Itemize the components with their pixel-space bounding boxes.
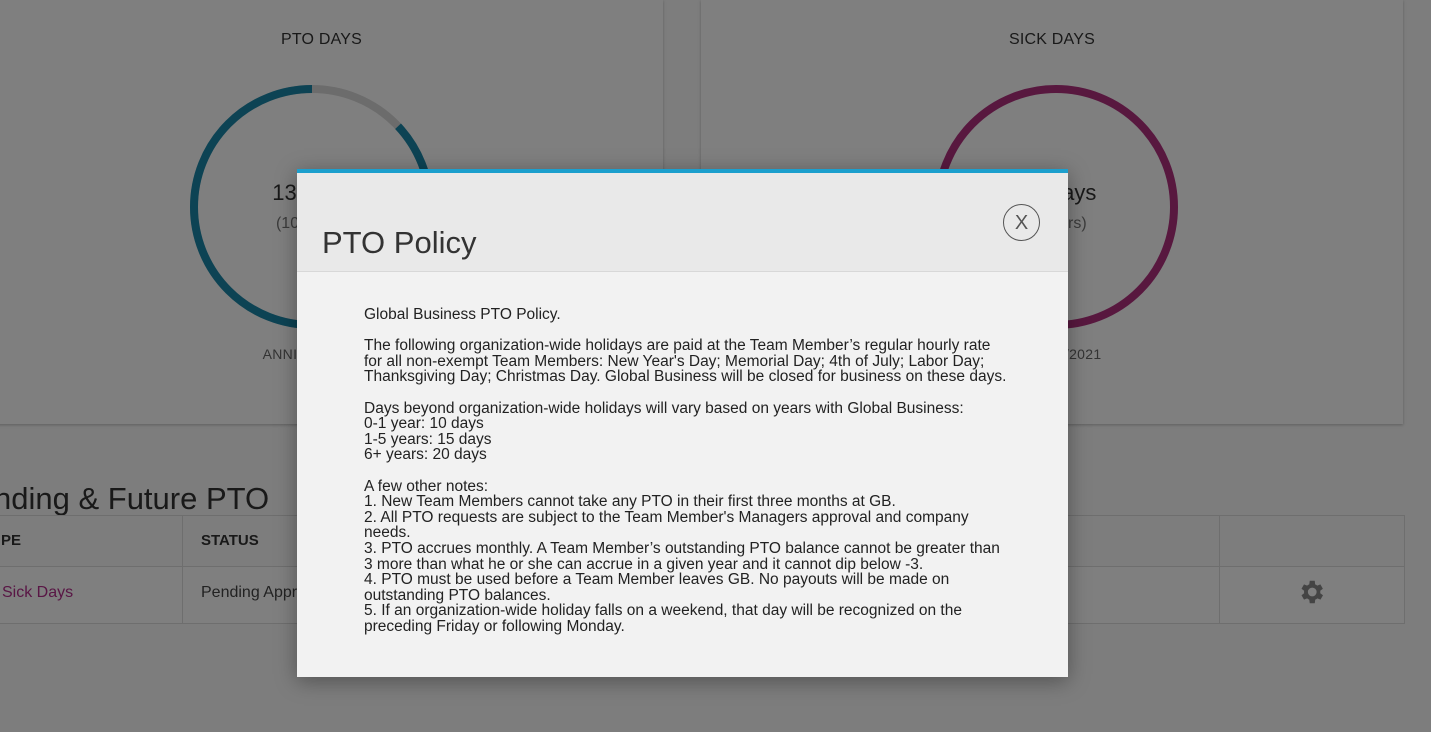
policy-line: 0-1 year: 10 days xyxy=(364,415,484,433)
policy-line: 4. PTO must be used before a Team Member leaves GB. No payouts will be made on xyxy=(364,571,950,589)
policy-paragraph xyxy=(364,338,1014,385)
policy-paragraph xyxy=(364,401,1014,463)
policy-line: 3. PTO accrues monthly. A Team Member’s outstanding PTO balance cannot be greater than xyxy=(364,539,1000,557)
pto-policy-modal xyxy=(297,169,1068,677)
policy-line: needs. xyxy=(364,524,411,542)
policy-line: A few other notes: xyxy=(364,477,489,495)
modal-body xyxy=(364,307,1014,650)
policy-line: Thanksgiving Day; Christmas Day. Global Business will be closed for business on these days. xyxy=(364,368,1007,386)
modal-title: PTO Policy xyxy=(322,224,477,260)
policy-paragraph xyxy=(364,307,1014,323)
policy-line: outstanding PTO balances. xyxy=(364,586,551,604)
policy-line: 1. New Team Members cannot take any PTO in their first three months at GB. xyxy=(364,493,896,511)
policy-line: 5. If an organization-wide holiday falls on a weekend, that day will be recognized on the xyxy=(364,602,962,620)
policy-line: 1-5 years: 15 days xyxy=(364,430,492,448)
policy-line: Global Business PTO Policy. xyxy=(364,306,561,323)
modal-header xyxy=(297,173,1068,272)
policy-paragraph xyxy=(364,479,1014,635)
policy-line: preceding Friday or following Monday. xyxy=(364,617,625,635)
policy-line: 3 more than what he or she can accrue in a given year and it cannot dip below -3. xyxy=(364,555,924,573)
policy-line: The following organization-wide holidays are paid at the Team Member’s regular hourly rate xyxy=(364,337,991,355)
policy-line: for all non-exempt Team Members: New Year's Day; Memorial Day; 4th of July; Labor Day; xyxy=(364,352,985,370)
policy-line: 2. All PTO requests are subject to the Team Member's Managers approval and company xyxy=(364,508,969,526)
policy-line: Days beyond organization-wide holidays will vary based on years with Global Business: xyxy=(364,399,964,417)
close-button[interactable]: X xyxy=(1003,204,1040,241)
policy-line: 6+ years: 20 days xyxy=(364,446,487,464)
